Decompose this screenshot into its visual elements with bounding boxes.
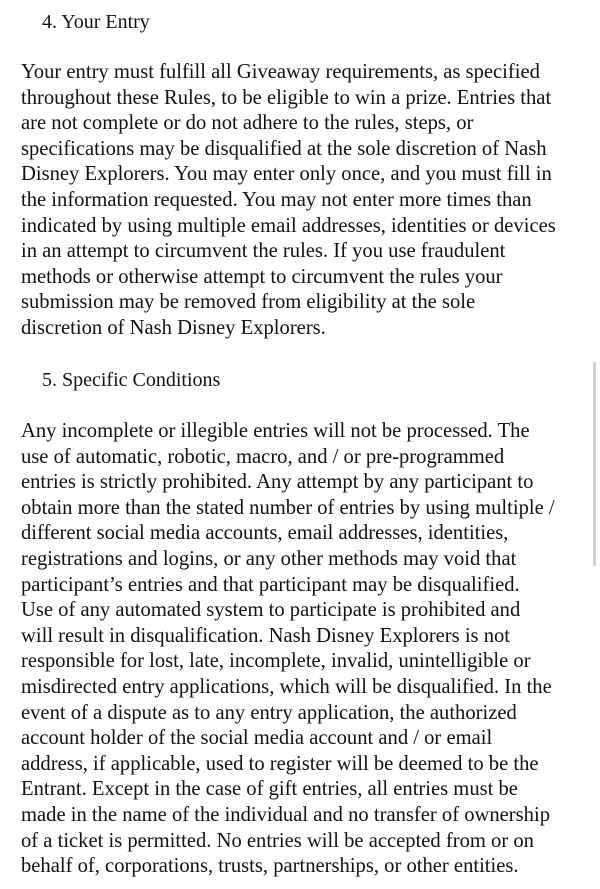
section-body-specific-conditions bbox=[21, 419, 600, 880]
text-line: different social media accounts, email addresses, identities, bbox=[21, 522, 509, 545]
text-line: misdirected entry applications, which will be disqualified. In the bbox=[21, 675, 552, 698]
text-line: obtain more than the stated number of entries by using multiple / bbox=[21, 496, 555, 519]
text-line: behalf of, corporations, trusts, partnerships, or other entities. bbox=[21, 855, 519, 878]
text-line: event of a dispute as to any entry application, the authorized bbox=[21, 701, 517, 724]
text-line: Any incomplete or illegible entries will not be processed. The bbox=[21, 420, 530, 442]
text-line: discretion of Nash Disney Explorers. bbox=[21, 316, 326, 339]
section-heading-your-entry: 4. Your Entry bbox=[42, 11, 150, 33]
text-line: Use of any automated system to participate is prohibited and bbox=[21, 599, 521, 622]
text-line: methods or otherwise attempt to circumvent the rules your bbox=[21, 265, 503, 288]
text-line: of a ticket is permitted. No entries will be accepted from or on bbox=[21, 829, 534, 852]
text-line: specifications may be disqualified at the sole discretion of Nash bbox=[21, 137, 547, 160]
text-line: Your entry must fulfill all Giveaway requirements, as specified bbox=[21, 61, 540, 83]
text-line: are not complete or do not adhere to the rules, steps, or bbox=[21, 112, 474, 135]
text-line: use of automatic, robotic, macro, and / or pre-programmed bbox=[21, 445, 505, 468]
section-body-your-entry bbox=[21, 60, 600, 342]
text-line: the information requested. You may not enter more times than bbox=[21, 188, 532, 211]
text-line: Entrant. Except in the case of gift entries, all entries must be bbox=[21, 778, 518, 801]
text-line: responsible for lost, late, incomplete, invalid, unintelligible or bbox=[21, 650, 531, 673]
text-line: Disney Explorers. You may enter only once, and you must fill in bbox=[21, 163, 552, 186]
scrollbar[interactable] bbox=[593, 362, 596, 566]
text-line: registrations and logins, or any other methods may void that bbox=[21, 547, 517, 570]
text-line: entries is strictly prohibited. Any attempt by any participant to bbox=[21, 471, 534, 494]
text-line: participant’s entries and that participant may be disqualified. bbox=[21, 573, 520, 596]
text-line: will result in disqualification. Nash Disney Explorers is not bbox=[21, 624, 511, 647]
text-line: submission may be removed from eligibility at the sole bbox=[21, 291, 476, 314]
text-line: made in the name of the individual and no transfer of ownership bbox=[21, 803, 550, 826]
text-line: indicated by using multiple email addresses, identities or devices bbox=[21, 214, 556, 237]
text-line: throughout these Rules, to be eligible to win a prize. Entries that bbox=[21, 86, 552, 109]
text-line: in an attempt to circumvent the rules. If you use fraudulent bbox=[21, 240, 506, 263]
text-line: address, if applicable, used to register will be deemed to be the bbox=[21, 752, 539, 775]
section-heading-specific-conditions: 5. Specific Conditions bbox=[42, 369, 221, 391]
text-line: account holder of the social media account and / or email bbox=[21, 727, 493, 750]
